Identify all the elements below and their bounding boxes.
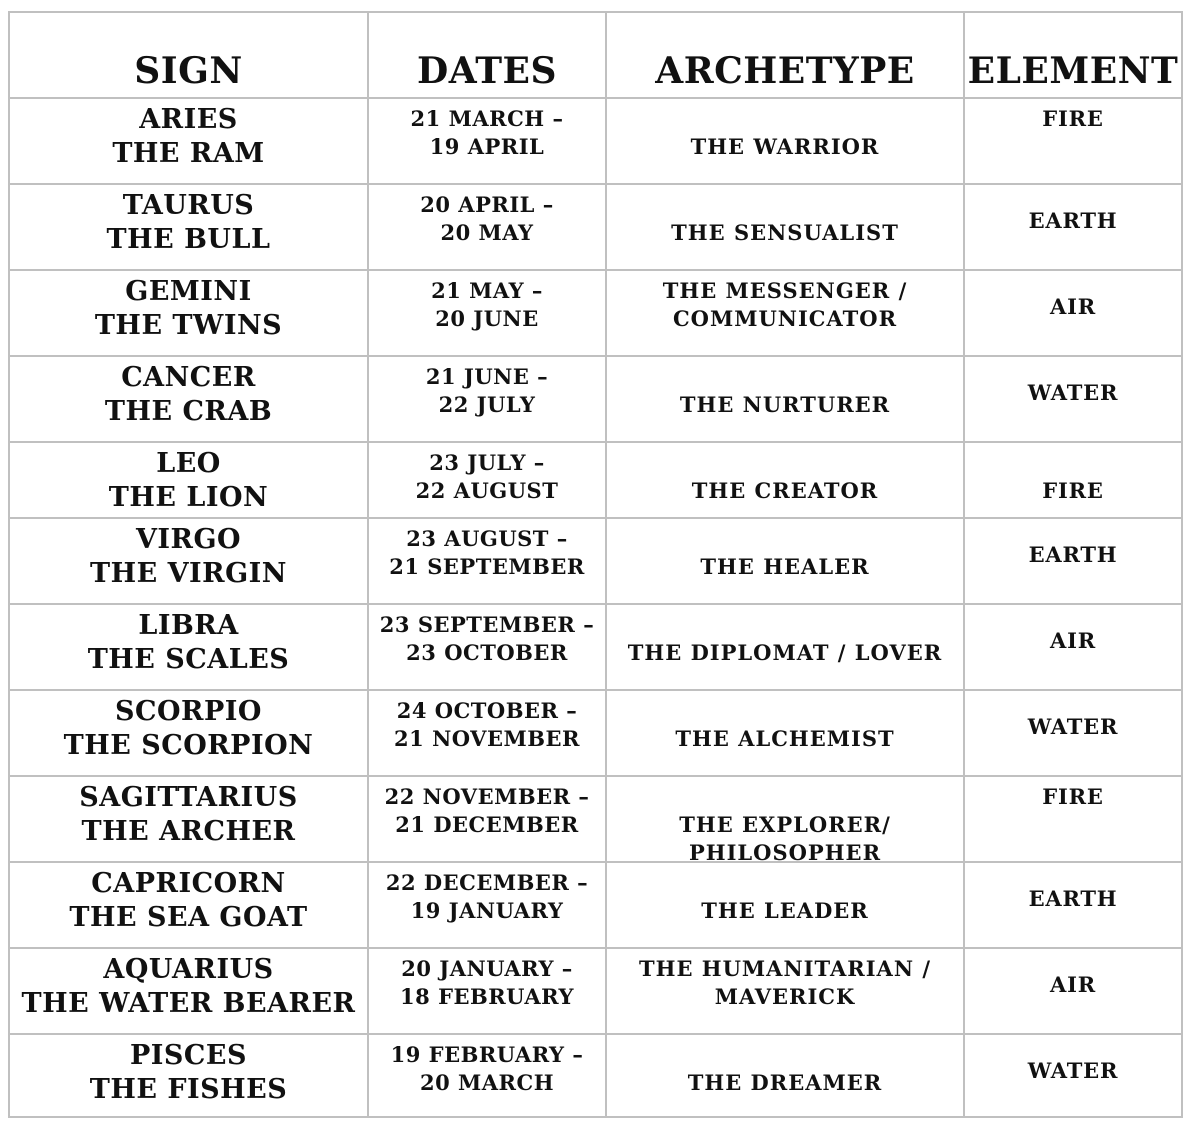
dates-cell: [369, 691, 605, 775]
archetype-line-1: THE HUMANITARIAN /: [638, 956, 931, 981]
header-row: [10, 13, 1181, 97]
table-row: [10, 949, 1181, 1033]
archetype: THE DIPLOMAT / LOVER: [627, 640, 943, 665]
dates-end: 21 NOVEMBER: [394, 726, 580, 751]
element: AIR: [1050, 972, 1096, 997]
element-cell: [965, 357, 1181, 441]
table-row: [10, 519, 1181, 603]
element: AIR: [1050, 628, 1096, 653]
dates-start: 23 AUGUST –: [406, 526, 568, 551]
dates-end: 19 APRIL: [429, 134, 545, 159]
sign-symbol: THE CRAB: [104, 396, 273, 427]
element-cell: [965, 777, 1181, 861]
archetype-cell: [607, 949, 963, 1033]
sign-name: CAPRICORN: [91, 868, 286, 899]
archetype-cell: [607, 691, 963, 775]
header-sign: SIGN: [134, 50, 243, 92]
sign-symbol: THE WATER BEARER: [21, 988, 356, 1019]
sign-name: SAGITTARIUS: [79, 782, 298, 813]
archetype: THE ALCHEMIST: [675, 726, 895, 751]
zodiac-table: [8, 11, 1183, 1118]
sign-symbol: THE FISHES: [89, 1074, 288, 1105]
element: AIR: [1050, 294, 1096, 319]
table-row: [10, 863, 1181, 947]
dates-start: 22 DECEMBER –: [385, 870, 589, 895]
table-row: [10, 691, 1181, 775]
table-row: [10, 1035, 1181, 1118]
archetype-line-2: PHILOSOPHER: [688, 840, 882, 861]
header-cell-dates: [369, 13, 605, 97]
archetype-line-1: THE EXPLORER/: [679, 812, 891, 837]
dates-start: 24 OCTOBER –: [396, 698, 578, 723]
header-cell-sign: [10, 13, 367, 97]
archetype-cell: [607, 357, 963, 441]
sign-name: VIRGO: [135, 524, 242, 555]
sign-cell: [10, 357, 367, 441]
element: WATER: [1027, 380, 1119, 405]
archetype-cell: [607, 99, 963, 183]
dates-end: 20 JUNE: [435, 306, 539, 331]
archetype: THE DREAMER: [687, 1070, 883, 1095]
element-cell: [965, 691, 1181, 775]
archetype: THE WARRIOR: [690, 134, 880, 159]
dates-start: 21 JUNE –: [425, 364, 549, 389]
dates-start: 20 APRIL –: [420, 192, 554, 217]
dates-cell: [369, 605, 605, 689]
element: FIRE: [1042, 106, 1104, 131]
dates-start: 22 NOVEMBER –: [384, 784, 590, 809]
sign-name: LIBRA: [138, 610, 239, 641]
sign-name: GEMINI: [125, 276, 252, 307]
element: FIRE: [1042, 784, 1104, 809]
element-cell: [965, 443, 1181, 517]
dates-cell: [369, 443, 605, 517]
archetype: THE NURTURER: [679, 392, 891, 417]
dates-start: 23 SEPTEMBER –: [379, 612, 595, 637]
sign-symbol: THE VIRGIN: [90, 558, 287, 589]
dates-end: 23 OCTOBER: [406, 640, 568, 665]
table-row: [10, 185, 1181, 269]
sign-name: ARIES: [139, 104, 238, 135]
sign-symbol: THE LION: [108, 482, 269, 513]
element-cell: [965, 99, 1181, 183]
element: WATER: [1027, 1058, 1119, 1083]
archetype-cell: [607, 863, 963, 947]
dates-end: 19 JANUARY: [410, 898, 564, 923]
dates-cell: [369, 357, 605, 441]
dates-cell: [369, 271, 605, 355]
sign-cell: [10, 1035, 367, 1118]
dates-end: 22 JULY: [438, 392, 536, 417]
archetype-cell: [607, 443, 963, 517]
archetype-cell: [607, 185, 963, 269]
sign-symbol: THE ARCHER: [81, 816, 296, 847]
sign-symbol: THE RAM: [112, 138, 265, 169]
sign-cell: [10, 519, 367, 603]
dates-cell: [369, 863, 605, 947]
element-cell: [965, 271, 1181, 355]
archetype-cell: [607, 519, 963, 603]
element-cell: [965, 605, 1181, 689]
sign-name: CANCER: [121, 362, 256, 393]
header-dates: DATES: [417, 50, 557, 92]
dates-end: 21 DECEMBER: [395, 812, 579, 837]
table-row: [10, 99, 1181, 183]
sign-cell: [10, 185, 367, 269]
table-row: [10, 605, 1181, 689]
archetype-cell: [607, 1035, 963, 1118]
dates-start: 21 MAY –: [431, 278, 543, 303]
element-cell: [965, 519, 1181, 603]
dates-start: 21 MARCH –: [410, 106, 564, 131]
table-row: [10, 443, 1181, 517]
sign-name: LEO: [156, 448, 221, 479]
archetype-line-1: THE MESSENGER /: [662, 278, 908, 303]
archetype-cell: [607, 777, 963, 861]
header-element: ELEMENT: [967, 50, 1179, 92]
element: EARTH: [1028, 542, 1118, 567]
sign-cell: [10, 99, 367, 183]
dates-end: 21 SEPTEMBER: [389, 554, 585, 579]
header-archetype: ARCHETYPE: [655, 50, 915, 92]
sign-cell: [10, 271, 367, 355]
element-cell: [965, 949, 1181, 1033]
archetype-line-2: MAVERICK: [714, 984, 856, 1009]
sign-symbol: THE TWINS: [94, 310, 283, 341]
element-cell: [965, 863, 1181, 947]
sign-cell: [10, 605, 367, 689]
element: EARTH: [1028, 208, 1118, 233]
sign-symbol: THE SCORPION: [63, 730, 314, 761]
sign-cell: [10, 443, 367, 517]
sign-name: PISCES: [130, 1040, 247, 1071]
dates-cell: [369, 777, 605, 861]
dates-end: 18 FEBRUARY: [400, 984, 574, 1009]
header-cell-archetype: [607, 13, 963, 97]
sign-symbol: THE BULL: [106, 224, 271, 255]
sign-cell: [10, 777, 367, 861]
dates-start: 19 FEBRUARY –: [390, 1042, 584, 1067]
sign-name: SCORPIO: [115, 696, 262, 727]
element: EARTH: [1028, 886, 1118, 911]
element: WATER: [1027, 714, 1119, 739]
archetype: THE SENSUALIST: [671, 220, 899, 245]
archetype: THE CREATOR: [691, 478, 879, 503]
archetype-line-2: COMMUNICATOR: [672, 306, 898, 331]
header-cell-element: [965, 13, 1181, 97]
table-row: [10, 777, 1181, 861]
archetype: THE HEALER: [700, 554, 870, 579]
sign-symbol: THE SCALES: [87, 644, 290, 675]
sign-cell: [10, 691, 367, 775]
sign-name: AQUARIUS: [103, 954, 274, 985]
archetype-cell: [607, 271, 963, 355]
sign-cell: [10, 863, 367, 947]
table-row: [10, 357, 1181, 441]
dates-start: 20 JANUARY –: [401, 956, 573, 981]
sign-cell: [10, 949, 367, 1033]
dates-end: 22 AUGUST: [415, 478, 559, 503]
dates-start: 23 JULY –: [429, 450, 545, 475]
element-cell: [965, 1035, 1181, 1118]
sign-symbol: THE SEA GOAT: [69, 902, 308, 933]
dates-cell: [369, 949, 605, 1033]
dates-cell: [369, 519, 605, 603]
dates-cell: [369, 1035, 605, 1118]
element-cell: [965, 185, 1181, 269]
dates-cell: [369, 185, 605, 269]
dates-end: 20 MAY: [440, 220, 534, 245]
table-row: [10, 271, 1181, 355]
archetype: THE LEADER: [701, 898, 869, 923]
element: FIRE: [1042, 478, 1104, 503]
sign-name: TAURUS: [122, 190, 255, 221]
dates-end: 20 MARCH: [419, 1070, 555, 1095]
archetype-cell: [607, 605, 963, 689]
dates-cell: [369, 99, 605, 183]
